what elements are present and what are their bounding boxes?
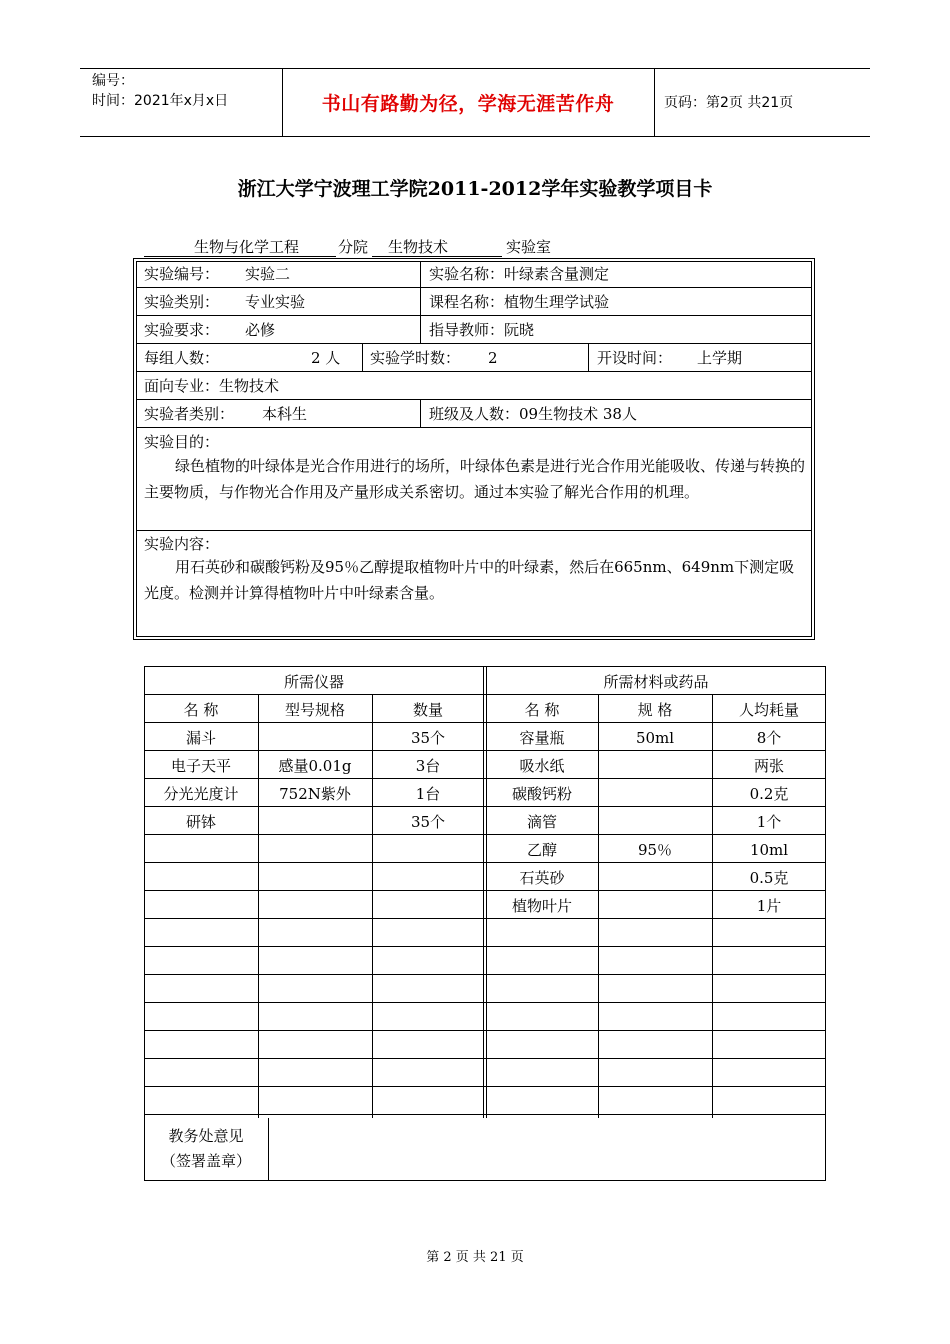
content-label: 实验内容： bbox=[144, 535, 220, 553]
row-rule bbox=[136, 315, 812, 316]
equipment-cell-model: 752N紫外 bbox=[279, 785, 351, 803]
equipment-header-name: 名 称 bbox=[183, 701, 219, 719]
materials-cell-usage: 0.2克 bbox=[749, 785, 789, 803]
lab-underline bbox=[372, 256, 502, 257]
materials-cell-usage: 10ml bbox=[749, 841, 789, 859]
materials-header-name: 名 称 bbox=[524, 701, 560, 719]
row-rule bbox=[136, 427, 812, 428]
materials-section-title: 所需材料或药品 bbox=[603, 673, 709, 691]
requirement-label: 实验要求： bbox=[144, 321, 220, 339]
row-rule bbox=[136, 399, 812, 400]
row-rule bbox=[136, 530, 812, 531]
equipment-section-title: 所需仪器 bbox=[283, 673, 344, 691]
grid-row-rule bbox=[144, 946, 826, 947]
equipment-cell-qty: 35个 bbox=[410, 813, 446, 831]
grid-col-rule bbox=[598, 694, 599, 1118]
col-rule bbox=[420, 399, 421, 427]
class-info: 班级及人数：09生物技术 38人 bbox=[429, 405, 637, 423]
materials-cell-spec: 95％ bbox=[637, 841, 673, 859]
hours-value: 2 bbox=[488, 349, 498, 367]
equipment-cell-name: 电子天平 bbox=[170, 757, 231, 775]
grid-row-rule bbox=[144, 1086, 826, 1087]
grid-row-rule bbox=[144, 1114, 826, 1115]
materials-cell-name: 吸水纸 bbox=[519, 757, 565, 775]
materials-header-spec: 规 格 bbox=[637, 701, 673, 719]
exp-no-value: 实验二 bbox=[245, 265, 291, 283]
grid-row-rule bbox=[144, 1058, 826, 1059]
department-name: 生物与化学工程 bbox=[194, 238, 300, 256]
approval-divider bbox=[268, 1118, 269, 1181]
equipment-cell-name: 漏斗 bbox=[185, 729, 216, 747]
materials-cell-name: 容量瓶 bbox=[519, 729, 565, 747]
header-divider bbox=[654, 68, 655, 136]
materials-cell-name: 碳酸钙粉 bbox=[511, 785, 572, 803]
approval-sign-label: （签署盖章） bbox=[160, 1152, 251, 1170]
course-name: 课程名称：植物生理学试验 bbox=[429, 293, 610, 311]
student-type-label: 实验者类别： bbox=[144, 405, 235, 423]
exp-type-value: 专业实验 bbox=[245, 293, 306, 311]
term-label: 开设时间： bbox=[597, 349, 673, 367]
materials-cell-name: 植物叶片 bbox=[511, 897, 572, 915]
hours-label: 实验学时数： bbox=[370, 349, 461, 367]
equipment-cell-qty: 35个 bbox=[410, 729, 446, 747]
requirement-value: 必修 bbox=[245, 321, 276, 339]
page-info: 页码：第2页 共21页 bbox=[664, 95, 794, 111]
department-underline bbox=[144, 256, 336, 257]
exp-no-label: 实验编号： bbox=[144, 265, 220, 283]
grid-row-rule bbox=[144, 1030, 826, 1031]
group-size-label: 每组人数： bbox=[144, 349, 220, 367]
col-rule bbox=[420, 261, 421, 343]
page-title: 浙江大学宁波理工学院2011-2012学年实验教学项目卡 bbox=[237, 178, 713, 200]
materials-cell-spec: 50ml bbox=[635, 729, 675, 747]
exp-type-label: 实验类别： bbox=[144, 293, 220, 311]
materials-cell-usage: 8个 bbox=[756, 729, 782, 747]
materials-cell-name: 石英砂 bbox=[519, 869, 565, 887]
exp-name: 实验名称：叶绿素含量测定 bbox=[429, 265, 610, 283]
row-rule bbox=[136, 343, 812, 344]
purpose-label: 实验目的： bbox=[144, 433, 220, 451]
materials-cell-usage: 1片 bbox=[756, 897, 782, 915]
equipment-cell-qty: 3台 bbox=[415, 757, 441, 775]
col-rule bbox=[588, 343, 589, 371]
equipment-cell-name: 研钵 bbox=[185, 813, 216, 831]
materials-cell-usage: 两张 bbox=[753, 757, 784, 775]
term-value: 上学期 bbox=[697, 349, 743, 367]
number-label: 编号： bbox=[92, 73, 134, 89]
equipment-cell-model: 感量0.01g bbox=[278, 757, 352, 775]
materials-cell-name: 乙醇 bbox=[526, 841, 557, 859]
equipment-cell-qty: 1台 bbox=[415, 785, 441, 803]
equipment-cell-name: 分光光度计 bbox=[163, 785, 239, 803]
content-text: 用石英砂和碳酸钙粉及95％乙醇提取植物叶片中的叶绿素，然后在665nm、649nm下测定吸光度。检测并计算得植物叶片中叶绿素含量。 bbox=[144, 558, 795, 602]
header-bottom-rule bbox=[80, 136, 870, 137]
page-footer: 第 2 页 共 21 页 bbox=[426, 1250, 524, 1265]
row-rule bbox=[136, 287, 812, 288]
purpose-text: 绿色植物的叶绿体是光合作用进行的场所，叶绿体色素是进行光合作用光能吸收、传递与转换的主要物质，与作物光合作用及产量形成关系密切。通过本实验了解光合作用的机理。 bbox=[144, 457, 806, 501]
materials-cell-usage: 0.5克 bbox=[749, 869, 789, 887]
col-rule bbox=[362, 343, 363, 371]
lab-suffix: 实验室 bbox=[506, 238, 552, 256]
student-type-value: 本科生 bbox=[262, 405, 308, 423]
materials-header-usage: 人均耗量 bbox=[738, 701, 799, 719]
major: 面向专业：生物技术 bbox=[144, 377, 280, 395]
equipment-header-qty: 数量 bbox=[412, 701, 443, 719]
grid-row-rule bbox=[144, 974, 826, 975]
teacher: 指导教师：阮晓 bbox=[429, 321, 535, 339]
motto: 书山有路勤为径，学海无涯苦作舟 bbox=[321, 92, 615, 115]
time-label: 时间：2021年x月x日 bbox=[92, 93, 229, 109]
materials-cell-name: 滴管 bbox=[526, 813, 557, 831]
materials-cell-usage: 1个 bbox=[756, 813, 782, 831]
equipment-header-model: 型号规格 bbox=[284, 701, 345, 719]
row-rule bbox=[136, 371, 812, 372]
grid-row-rule bbox=[144, 1002, 826, 1003]
lab-name: 生物技术 bbox=[388, 238, 449, 256]
department-suffix: 分院 bbox=[338, 238, 369, 256]
approval-label: 教务处意见 bbox=[168, 1127, 244, 1145]
group-size-value: 2 人 bbox=[311, 349, 341, 367]
